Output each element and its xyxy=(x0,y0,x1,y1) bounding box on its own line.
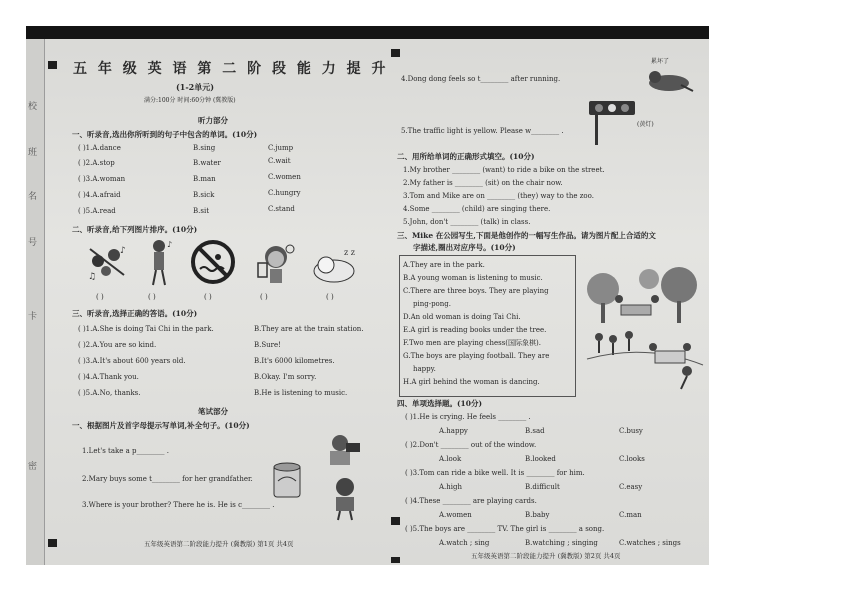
answer-bracket[interactable]: ( ) xyxy=(148,293,156,301)
svg-text:♪: ♪ xyxy=(167,240,173,249)
question-text: ( )3.A.It's about 600 years old. xyxy=(78,357,186,365)
writing-header: 笔试部分 xyxy=(198,407,228,416)
registration-mark xyxy=(391,557,400,563)
question-number: ( )2.A.stop xyxy=(78,159,115,167)
fill-blank-item: 2.Mary buys some t________ for her grandfather. xyxy=(82,475,253,483)
registration-mark xyxy=(391,49,400,57)
option-line: ping-pong. xyxy=(413,300,451,308)
section-title: 三、听录音,选择正确的答语。(10分) xyxy=(72,309,198,318)
option-a[interactable]: A.watch ; sing xyxy=(439,539,490,547)
option-c[interactable]: C.watches ; sings xyxy=(619,539,681,547)
option-a[interactable]: A.look xyxy=(439,455,462,463)
margin-label: 校 xyxy=(28,102,38,112)
margin-label: 班 xyxy=(28,148,38,158)
question-number: ( )1.A.dance xyxy=(78,144,121,152)
option-c[interactable]: C.easy xyxy=(619,483,643,491)
option-c: C.stand xyxy=(268,205,295,213)
page-footer: 五年级英语第二阶段能力提升 (冀教版) 第1页 共4页 xyxy=(144,540,294,548)
page-subtitle: (1-2单元) xyxy=(176,82,215,92)
margin-label: 名 xyxy=(28,192,38,202)
option-b: B.They are at the train station. xyxy=(254,325,364,333)
music-notes-icon xyxy=(84,241,132,283)
section-title: 一、根据图片及首字母提示写单词,补全句子。(10分) xyxy=(72,421,250,430)
question-text: ( )5.A.No, thanks. xyxy=(78,389,141,397)
question-text: ( )3.Tom can ride a bike well. It is ________ for him. xyxy=(405,469,585,477)
option-c[interactable]: C.busy xyxy=(619,427,643,435)
option-a[interactable]: A.happy xyxy=(439,427,468,435)
svg-text:♫: ♫ xyxy=(88,272,97,282)
margin-label: 卡 xyxy=(28,312,38,322)
option-b: B.sick xyxy=(193,191,215,199)
question-text: ( )1.He is crying. He feels ________ . xyxy=(405,413,531,421)
answer-bracket[interactable]: ( ) xyxy=(204,293,212,301)
registration-mark xyxy=(48,539,57,547)
option-line[interactable]: D.An old woman is doing Tai Chi. xyxy=(403,313,521,321)
exam-page-1 xyxy=(48,39,388,565)
tired-runner-icon xyxy=(643,65,695,93)
section-title: 二、听录音,给下列图片排序。(10分) xyxy=(72,225,198,234)
question-number: ( )5.A.read xyxy=(78,207,116,215)
yellow-light-note: (黄灯) xyxy=(637,121,654,128)
margin-label: 密 xyxy=(28,462,38,472)
question-text: ( )2.Don't ________ out of the window. xyxy=(405,441,537,449)
fill-blank-item: 4.Some ________ (child) are singing there. xyxy=(403,205,551,213)
fill-blank-item: 3.Tom and Mike are on ________ (they) way to the zoo. xyxy=(403,192,594,200)
option-b[interactable]: B.looked xyxy=(525,455,556,463)
option-b: B.Okay. I'm sorry. xyxy=(254,373,317,381)
question-number: ( )4.A.afraid xyxy=(78,191,121,199)
option-line[interactable]: C.There are three boys. They are playing xyxy=(403,287,549,295)
tea-can-icon xyxy=(270,461,304,501)
section-title: 二、用所给单词的正确形式填空。(10分) xyxy=(397,152,535,161)
question-number: ( )3.A.woman xyxy=(78,175,126,183)
fill-blank-item: 2.My father is ________ (sit) on the chair now. xyxy=(403,179,563,187)
option-a[interactable]: A.women xyxy=(439,511,472,519)
page-title: 五 年 级 英 语 第 二 阶 段 能 力 提 升 xyxy=(73,61,389,77)
exam-page-2 xyxy=(391,39,709,565)
section-title: 一、听录音,选出你所听到的句子中包含的单词。(10分) xyxy=(72,130,258,139)
svg-text:♪: ♪ xyxy=(120,246,126,256)
option-b: B.sit xyxy=(193,207,210,215)
option-b[interactable]: B.watching ; singing xyxy=(525,539,598,547)
fill-blank-item: 3.Where is your brother? There he is. He is c________ . xyxy=(82,501,275,509)
fill-blank-item: 1.Let's take a p________ . xyxy=(82,447,169,455)
photo-top-edge xyxy=(26,26,709,39)
question-text: ( )4.These ________ are playing cards. xyxy=(405,497,537,505)
question-text: ( )4.A.Thank you. xyxy=(78,373,139,381)
question-text: ( )5.The boys are ________ TV. The girl is ________ a song. xyxy=(405,525,605,533)
option-line[interactable]: F.Two men are playing chess(国际象棋). xyxy=(403,339,541,347)
option-b: B.He is listening to music. xyxy=(254,389,348,397)
fill-blank-item: 1.My brother ________ (want) to ride a bike on the street. xyxy=(403,166,605,174)
registration-mark xyxy=(48,61,57,69)
binding-margin xyxy=(26,39,45,565)
option-c: C.women xyxy=(268,173,301,181)
section-title: 四、单项选择题。(10分) xyxy=(397,399,483,408)
option-c: C.jump xyxy=(268,144,294,152)
question-text: 5.The traffic light is yellow. Please w________ . xyxy=(401,127,564,135)
park-scene-icon xyxy=(583,259,705,391)
camera-boy-icon xyxy=(320,431,364,473)
page-footer: 五年级英语第二阶段能力提升 (冀教版) 第2页 共4页 xyxy=(471,552,621,560)
option-line[interactable]: H.A girl behind the woman is dancing. xyxy=(403,378,540,386)
sleeping-boy-icon xyxy=(310,245,362,285)
option-a[interactable]: A.high xyxy=(439,483,463,491)
option-b: B.water xyxy=(193,159,221,167)
option-b: B.sing xyxy=(193,144,216,152)
option-b: B.It's 6000 kilometres. xyxy=(254,357,335,365)
option-b[interactable]: B.difficult xyxy=(525,483,560,491)
traffic-light-icon xyxy=(587,97,639,147)
svg-text:z z: z z xyxy=(344,248,355,257)
option-c[interactable]: C.man xyxy=(619,511,642,519)
option-c: C.wait xyxy=(268,157,291,165)
exam-photo xyxy=(26,26,709,565)
section-title: 三、Mike 在公园写生,下面是他创作的一幅写生作品。请为图片配上合适的文 xyxy=(397,231,656,240)
answer-bracket[interactable]: ( ) xyxy=(96,293,104,301)
option-c: C.hungry xyxy=(268,189,301,197)
section-title-cont: 字描述,圈出对应序号。(10分) xyxy=(413,243,516,252)
option-line[interactable]: G.The boys are playing football. They are xyxy=(403,352,550,360)
question-text: 4.Dong dong feels so t________ after running. xyxy=(401,75,561,83)
tired-note: 累坏了 xyxy=(651,58,670,65)
no-swimming-icon xyxy=(190,239,236,285)
question-text: ( )2.A.You are so kind. xyxy=(78,341,157,349)
registration-mark xyxy=(391,517,400,525)
option-line[interactable]: B.A young woman is listening to music. xyxy=(403,274,543,282)
option-b: B.man xyxy=(193,175,216,183)
option-line: happy. xyxy=(413,365,436,373)
listening-header: 听力部分 xyxy=(198,116,228,125)
answer-bracket[interactable]: ( ) xyxy=(260,293,268,301)
margin-label: 号 xyxy=(28,238,38,248)
question-text: ( )1.A.She is doing Tai Chi in the park. xyxy=(78,325,214,333)
option-b: B.Sure! xyxy=(254,341,281,349)
fill-blank-item: 5.John, don't ________ (talk) in class. xyxy=(403,218,531,226)
option-b[interactable]: B.baby xyxy=(525,511,550,519)
crying-boy-icon xyxy=(330,475,360,521)
option-line[interactable]: A.They are in the park. xyxy=(403,261,485,269)
answer-bracket[interactable]: ( ) xyxy=(326,293,334,301)
singer-icon xyxy=(142,237,176,287)
option-b[interactable]: B.sad xyxy=(525,427,545,435)
drinking-water-icon xyxy=(252,241,296,285)
exam-meta: 满分:100分 时间:60分钟 (冀教版) xyxy=(144,97,236,104)
option-line[interactable]: E.A girl is reading books under the tree. xyxy=(403,326,547,334)
option-c[interactable]: C.looks xyxy=(619,455,645,463)
